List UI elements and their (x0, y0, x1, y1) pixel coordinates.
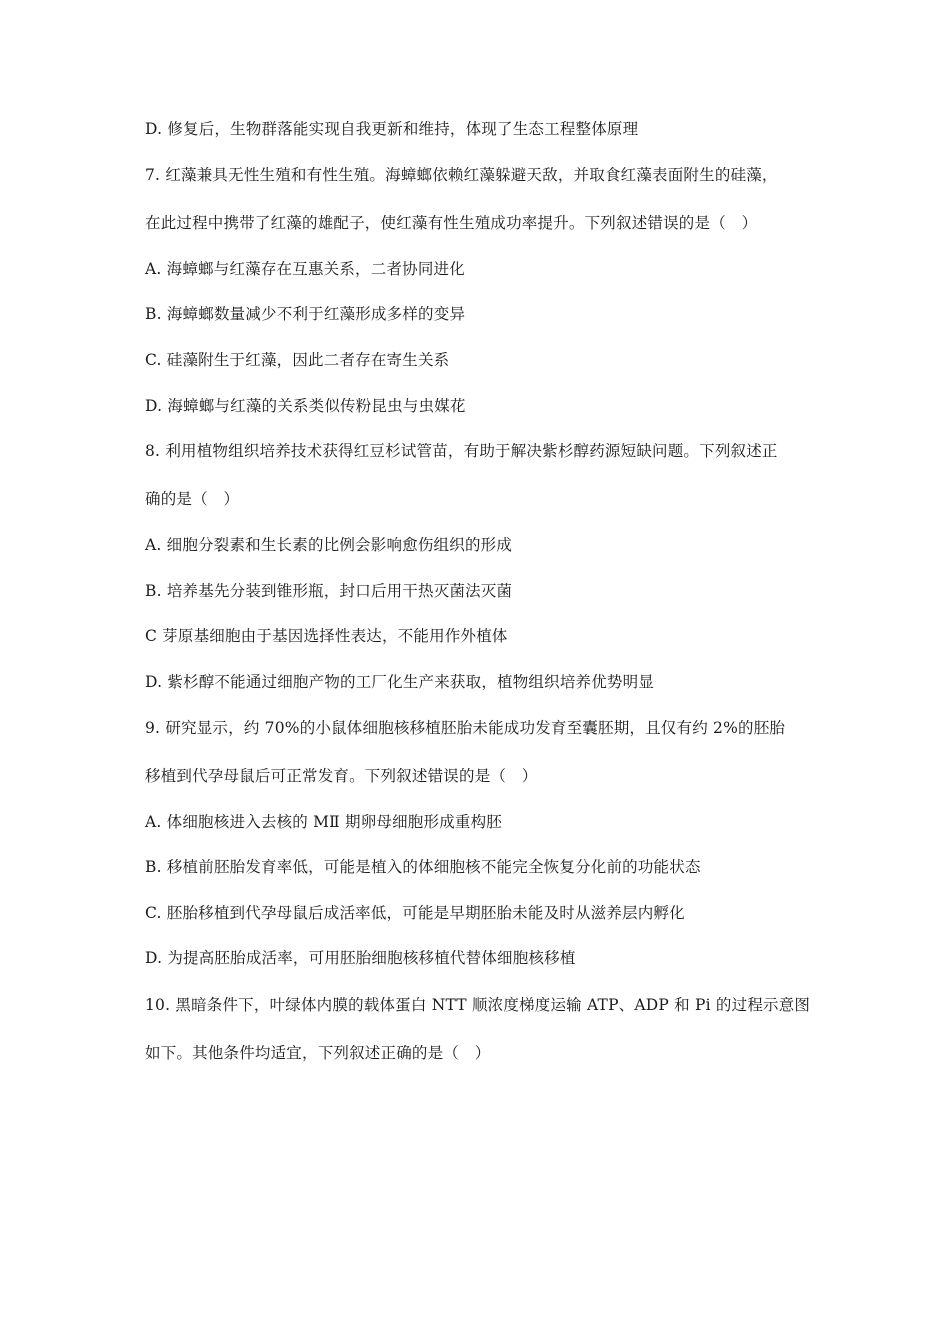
q8-option-b: B. 培养基先分装到锥形瓶，封口后用干热灭菌法灭菌 (145, 582, 513, 600)
q9-option-d: D. 为提高胚胎成活率，可用胚胎细胞核移植代替体细胞核移植 (145, 949, 576, 967)
q9-option-b: B. 移植前胚胎发育率低，可能是植入的体细胞核不能完全恢复分化前的功能状态 (145, 858, 701, 876)
q8-option-a: A. 细胞分裂素和生长素的比例会影响愈伤组织的形成 (145, 536, 513, 554)
q8-option-c: C 芽原基细胞由于基因选择性表达，不能用作外植体 (145, 627, 508, 645)
q8-stem-line2: 确的是（ ） (145, 490, 240, 508)
q10-stem-line2: 如下。其他条件均适宜，下列叙述正确的是（ ） (145, 1044, 491, 1062)
q7-option-c: C. 硅藻附生于红藻，因此二者存在寄生关系 (145, 351, 450, 369)
q7-option-d: D. 海蟑螂与红藻的关系类似传粉昆虫与虫媒花 (145, 397, 466, 415)
q8-stem-line1: 8. 利用植物组织培养技术获得红豆杉试管苗，有助于解决紫杉醇药源短缺问题。下列叙述正 (145, 442, 778, 460)
q9-option-a: A. 体细胞核进入去核的 MⅡ 期卵母细胞形成重构胚 (145, 813, 503, 831)
q7-stem-line1: 7. 红藻兼具无性生殖和有性生殖。海蟑螂依赖红藻躲避天敌，并取食红藻表面附生的硅藻， (145, 166, 778, 184)
q7-option-b: B. 海蟑螂数量减少不利于红藻形成多样的变异 (145, 305, 466, 323)
q7-option-a: A. 海蟑螂与红藻存在互惠关系，二者协同进化 (145, 260, 465, 278)
q8-option-d: D. 紫杉醇不能通过细胞产物的工厂化生产来获取，植物组织培养优势明显 (145, 673, 655, 691)
q6-option-d: D. 修复后，生物群落能实现自我更新和维持，体现了生态工程整体原理 (145, 120, 639, 138)
q9-stem-line2: 移植到代孕母鼠后可正常发育。下列叙述错误的是（ ） (145, 767, 538, 785)
q9-option-c: C. 胚胎移植到代孕母鼠后成活率低，可能是早期胚胎未能及时从滋养层内孵化 (145, 904, 685, 922)
q7-stem-line2: 在此过程中携带了红藻的雄配子，使红藻有性生殖成功率提升。下列叙述错误的是（ ） (145, 214, 758, 232)
q10-stem-line1: 10. 黑暗条件下，叶绿体内膜的载体蛋白 NTT 顺浓度梯度运输 ATP、ADP 和 Pi 的过程示意图 (145, 996, 811, 1014)
q9-stem-line1: 9. 研究显示，约 70%的小鼠体细胞核移植胚胎未能成功发育至囊胚期，且仅有约 2%的胚胎 (145, 719, 786, 737)
